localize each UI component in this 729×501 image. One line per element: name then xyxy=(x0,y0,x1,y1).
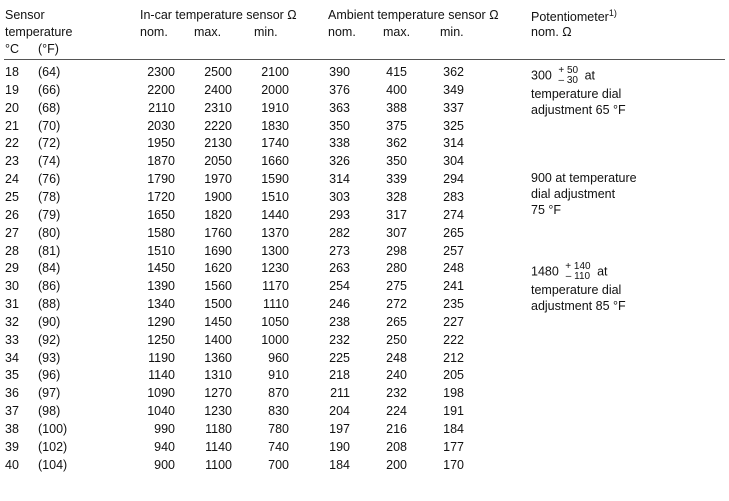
cell-ambient-nom: 246 xyxy=(329,297,350,311)
cell-ambient-nom: 190 xyxy=(329,440,350,454)
cell-incar-min: 1050 xyxy=(261,315,289,329)
cell-ambient-min: 257 xyxy=(443,244,464,258)
cell-ambient-max: 400 xyxy=(386,83,407,97)
cell-incar-nom: 1510 xyxy=(147,244,175,258)
cell-fahrenheit: (86) xyxy=(38,279,61,293)
cell-incar-min: 1830 xyxy=(261,119,289,133)
cell-incar-min: 1000 xyxy=(261,333,289,347)
cell-ambient-nom: 238 xyxy=(329,315,350,329)
cell-incar-max: 2050 xyxy=(204,154,232,168)
header-ambient-max: max. xyxy=(383,25,411,39)
cell-incar-nom: 1340 xyxy=(147,297,175,311)
cell-ambient-max: 248 xyxy=(386,351,407,365)
pot-note-85 xyxy=(531,262,626,314)
cell-fahrenheit: (64) xyxy=(38,65,61,79)
cell-incar-max: 1310 xyxy=(204,368,232,382)
cell-incar-max: 1230 xyxy=(204,404,232,418)
cell-fahrenheit: (81) xyxy=(38,244,61,258)
cell-celsius: 34 xyxy=(5,351,19,365)
cell-ambient-min: 265 xyxy=(443,226,464,240)
cell-ambient-max: 350 xyxy=(386,154,407,168)
cell-ambient-min: 235 xyxy=(443,297,464,311)
cell-ambient-nom: 314 xyxy=(329,172,350,186)
cell-fahrenheit: (72) xyxy=(38,136,61,150)
cell-incar-max: 2500 xyxy=(204,65,232,79)
cell-incar-nom: 1790 xyxy=(147,172,175,186)
cell-fahrenheit: (70) xyxy=(38,119,61,133)
cell-ambient-min: 170 xyxy=(443,458,464,472)
pot-note-85-line1 xyxy=(531,262,626,282)
cell-ambient-nom: 254 xyxy=(329,279,350,293)
cell-incar-min: 1170 xyxy=(262,279,289,293)
header-pot-footnote: 1) xyxy=(608,8,617,18)
cell-ambient-min: 294 xyxy=(443,172,464,186)
cell-ambient-min: 248 xyxy=(443,261,464,275)
cell-ambient-nom: 376 xyxy=(329,83,350,97)
cell-fahrenheit: (78) xyxy=(38,190,61,204)
cell-incar-min: 1910 xyxy=(261,101,289,115)
cell-fahrenheit: (68) xyxy=(38,101,61,115)
cell-incar-max: 1970 xyxy=(204,172,232,186)
pot-note-85-value: 1480 xyxy=(531,264,559,279)
header-incar-min: min. xyxy=(254,25,278,39)
header-pot-title xyxy=(531,6,617,25)
pot-note-75 xyxy=(531,170,637,218)
cell-ambient-min: 177 xyxy=(443,440,464,454)
cell-incar-nom: 1650 xyxy=(147,208,175,222)
cell-fahrenheit: (80) xyxy=(38,226,61,240)
header-incar-title: In-car temperature sensor Ω xyxy=(140,8,297,22)
cell-incar-max: 1760 xyxy=(204,226,232,240)
cell-celsius: 29 xyxy=(5,261,19,275)
cell-fahrenheit: (100) xyxy=(38,422,68,436)
header-sensor-line1: Sensor xyxy=(5,8,45,22)
cell-ambient-min: 198 xyxy=(443,386,464,400)
cell-incar-min: 960 xyxy=(268,351,289,365)
cell-ambient-nom: 273 xyxy=(329,244,350,258)
cell-incar-max: 1900 xyxy=(204,190,232,204)
cell-incar-max: 1690 xyxy=(204,244,232,258)
cell-ambient-max: 240 xyxy=(386,368,407,382)
pot-note-65-tol-minus: – 30 xyxy=(558,75,578,86)
cell-ambient-nom: 390 xyxy=(329,65,350,79)
pot-note-65 xyxy=(531,66,626,118)
cell-celsius: 24 xyxy=(5,172,19,186)
cell-ambient-max: 280 xyxy=(386,261,407,275)
cell-ambient-nom: 326 xyxy=(329,154,350,168)
cell-celsius: 21 xyxy=(5,119,19,133)
cell-incar-min: 1510 xyxy=(261,190,289,204)
pot-note-85-tol-plus: + 140 xyxy=(565,261,591,272)
cell-incar-nom: 2110 xyxy=(148,101,175,115)
cell-incar-nom: 1090 xyxy=(147,386,175,400)
cell-celsius: 40 xyxy=(5,458,19,472)
cell-ambient-nom: 293 xyxy=(329,208,350,222)
cell-ambient-min: 325 xyxy=(443,119,464,133)
cell-celsius: 30 xyxy=(5,279,19,293)
pot-note-65-tolerance xyxy=(558,66,578,86)
cell-incar-max: 1100 xyxy=(205,458,232,472)
cell-ambient-max: 317 xyxy=(386,208,407,222)
cell-ambient-min: 337 xyxy=(443,101,464,115)
cell-incar-nom: 1040 xyxy=(147,404,175,418)
cell-incar-nom: 2300 xyxy=(147,65,175,79)
cell-ambient-min: 241 xyxy=(443,279,464,293)
cell-incar-nom: 1390 xyxy=(147,279,175,293)
header-incar-nom: nom. xyxy=(140,25,168,39)
cell-incar-min: 830 xyxy=(268,404,289,418)
header-incar-max: max. xyxy=(194,25,222,39)
cell-fahrenheit: (104) xyxy=(38,458,68,472)
cell-celsius: 39 xyxy=(5,440,19,454)
cell-incar-min: 1110 xyxy=(263,297,289,311)
cell-ambient-nom: 211 xyxy=(330,386,350,400)
cell-incar-min: 870 xyxy=(268,386,289,400)
cell-incar-max: 1620 xyxy=(204,261,232,275)
cell-incar-nom: 1140 xyxy=(148,368,175,382)
cell-ambient-nom: 204 xyxy=(329,404,350,418)
cell-incar-max: 1140 xyxy=(205,440,232,454)
cell-ambient-min: 191 xyxy=(443,404,464,418)
cell-ambient-max: 272 xyxy=(386,297,407,311)
cell-ambient-max: 208 xyxy=(386,440,407,454)
cell-ambient-max: 232 xyxy=(386,386,407,400)
cell-ambient-min: 349 xyxy=(443,83,464,97)
cell-ambient-max: 265 xyxy=(386,315,407,329)
cell-incar-nom: 1250 xyxy=(147,333,175,347)
cell-fahrenheit: (93) xyxy=(38,351,61,365)
cell-incar-max: 1360 xyxy=(204,351,232,365)
cell-fahrenheit: (102) xyxy=(38,440,68,454)
cell-incar-min: 1440 xyxy=(261,208,289,222)
cell-fahrenheit: (98) xyxy=(38,404,61,418)
cell-ambient-max: 307 xyxy=(386,226,407,240)
header-pot-nom: nom. Ω xyxy=(531,25,572,39)
cell-celsius: 25 xyxy=(5,190,19,204)
cell-incar-nom: 1450 xyxy=(147,261,175,275)
cell-incar-max: 1450 xyxy=(204,315,232,329)
cell-incar-max: 1500 xyxy=(204,297,232,311)
pot-note-65-suffix: at xyxy=(584,68,596,83)
cell-incar-nom: 900 xyxy=(154,458,175,472)
cell-celsius: 19 xyxy=(5,83,19,97)
header-ambient-title: Ambient temperature sensor Ω xyxy=(328,8,499,22)
cell-ambient-min: 314 xyxy=(443,136,464,150)
cell-ambient-nom: 303 xyxy=(329,190,350,204)
cell-ambient-nom: 197 xyxy=(329,422,350,436)
cell-incar-nom: 1720 xyxy=(147,190,175,204)
cell-incar-min: 1230 xyxy=(261,261,289,275)
pot-note-75-line1: 900 at temperature xyxy=(531,171,637,185)
cell-incar-nom: 2030 xyxy=(147,119,175,133)
cell-incar-max: 1400 xyxy=(204,333,232,347)
cell-incar-max: 1180 xyxy=(205,422,232,436)
cell-ambient-min: 362 xyxy=(443,65,464,79)
cell-incar-min: 910 xyxy=(268,368,289,382)
cell-ambient-nom: 225 xyxy=(329,351,350,365)
cell-incar-min: 1370 xyxy=(261,226,289,240)
cell-fahrenheit: (74) xyxy=(38,154,61,168)
cell-ambient-nom: 218 xyxy=(329,368,350,382)
header-pot-title-text: Potentiometer xyxy=(531,10,609,25)
header-ambient-nom: nom. xyxy=(328,25,356,39)
pot-note-65-line2: temperature dial xyxy=(531,87,622,101)
cell-fahrenheit: (66) xyxy=(38,83,61,97)
cell-ambient-max: 328 xyxy=(386,190,407,204)
cell-celsius: 27 xyxy=(5,226,19,240)
cell-incar-min: 2000 xyxy=(261,83,289,97)
cell-celsius: 18 xyxy=(5,65,19,79)
cell-incar-max: 2220 xyxy=(204,119,232,133)
cell-ambient-max: 275 xyxy=(386,279,407,293)
cell-ambient-min: 212 xyxy=(443,351,464,365)
cell-ambient-max: 388 xyxy=(386,101,407,115)
cell-fahrenheit: (97) xyxy=(38,386,61,400)
pot-note-65-tol-plus: + 50 xyxy=(558,65,579,76)
cell-incar-max: 1270 xyxy=(204,386,232,400)
pot-note-65-value: 300 xyxy=(531,68,552,83)
cell-celsius: 26 xyxy=(5,208,19,222)
cell-celsius: 23 xyxy=(5,154,19,168)
cell-ambient-min: 222 xyxy=(443,333,464,347)
cell-incar-nom: 1950 xyxy=(147,136,175,150)
pot-note-65-line1 xyxy=(531,66,626,86)
cell-ambient-max: 339 xyxy=(386,172,407,186)
pot-note-65-line3: adjustment 65 °F xyxy=(531,103,626,117)
cell-incar-nom: 990 xyxy=(154,422,175,436)
cell-incar-min: 740 xyxy=(268,440,289,454)
cell-celsius: 28 xyxy=(5,244,19,258)
cell-incar-nom: 1580 xyxy=(147,226,175,240)
pot-note-85-line2: temperature dial xyxy=(531,283,622,297)
cell-fahrenheit: (96) xyxy=(38,368,61,382)
header-sensor-line2: temperature xyxy=(5,25,73,39)
cell-incar-max: 2400 xyxy=(204,83,232,97)
cell-incar-min: 2100 xyxy=(261,65,289,79)
cell-ambient-nom: 338 xyxy=(329,136,350,150)
cell-incar-nom: 940 xyxy=(154,440,175,454)
cell-ambient-nom: 184 xyxy=(329,458,350,472)
cell-incar-min: 1590 xyxy=(261,172,289,186)
cell-incar-min: 1300 xyxy=(261,244,289,258)
pot-note-85-tol-minus: – 110 xyxy=(565,271,591,282)
cell-celsius: 36 xyxy=(5,386,19,400)
cell-fahrenheit: (76) xyxy=(38,172,61,186)
cell-celsius: 32 xyxy=(5,315,19,329)
cell-incar-min: 1660 xyxy=(261,154,289,168)
cell-ambient-max: 224 xyxy=(386,404,407,418)
pot-note-85-tolerance xyxy=(565,262,590,282)
cell-ambient-max: 216 xyxy=(386,422,407,436)
cell-incar-max: 2130 xyxy=(204,136,232,150)
cell-ambient-min: 274 xyxy=(443,208,464,222)
cell-ambient-max: 375 xyxy=(386,119,407,133)
cell-incar-max: 1560 xyxy=(204,279,232,293)
header-unit-f: (°F) xyxy=(38,42,59,56)
cell-incar-nom: 1290 xyxy=(147,315,175,329)
cell-fahrenheit: (90) xyxy=(38,315,61,329)
cell-celsius: 35 xyxy=(5,368,19,382)
cell-ambient-max: 250 xyxy=(386,333,407,347)
cell-ambient-max: 298 xyxy=(386,244,407,258)
cell-incar-max: 2310 xyxy=(204,101,232,115)
cell-ambient-min: 205 xyxy=(443,368,464,382)
cell-celsius: 37 xyxy=(5,404,19,418)
cell-ambient-min: 227 xyxy=(443,315,464,329)
cell-ambient-max: 415 xyxy=(386,65,407,79)
header-ambient-min: min. xyxy=(440,25,464,39)
cell-ambient-min: 283 xyxy=(443,190,464,204)
cell-ambient-nom: 282 xyxy=(329,226,350,240)
cell-incar-nom: 1190 xyxy=(148,351,175,365)
cell-ambient-nom: 263 xyxy=(329,261,350,275)
pot-note-75-line3: 75 °F xyxy=(531,203,562,217)
header-rule xyxy=(4,59,725,60)
pot-note-85-suffix: at xyxy=(597,264,608,279)
cell-celsius: 31 xyxy=(5,297,19,311)
cell-celsius: 33 xyxy=(5,333,19,347)
cell-celsius: 38 xyxy=(5,422,19,436)
cell-fahrenheit: (92) xyxy=(38,333,61,347)
cell-celsius: 22 xyxy=(5,136,19,150)
cell-ambient-nom: 232 xyxy=(329,333,350,347)
cell-incar-nom: 1870 xyxy=(147,154,175,168)
cell-fahrenheit: (79) xyxy=(38,208,61,222)
cell-incar-min: 1740 xyxy=(261,136,289,150)
pot-note-85-line3: adjustment 85 °F xyxy=(531,299,626,313)
cell-celsius: 20 xyxy=(5,101,19,115)
cell-ambient-nom: 363 xyxy=(329,101,350,115)
header-unit-c: °C xyxy=(5,42,20,56)
cell-incar-min: 780 xyxy=(268,422,289,436)
cell-fahrenheit: (88) xyxy=(38,297,61,311)
cell-incar-nom: 2200 xyxy=(147,83,175,97)
cell-incar-min: 700 xyxy=(268,458,289,472)
pot-note-75-line2: dial adjustment xyxy=(531,187,616,201)
cell-ambient-max: 200 xyxy=(386,458,407,472)
cell-ambient-min: 184 xyxy=(443,422,464,436)
cell-ambient-max: 362 xyxy=(386,136,407,150)
cell-fahrenheit: (84) xyxy=(38,261,61,275)
cell-incar-max: 1820 xyxy=(204,208,232,222)
cell-ambient-nom: 350 xyxy=(329,119,350,133)
cell-ambient-min: 304 xyxy=(443,154,464,168)
